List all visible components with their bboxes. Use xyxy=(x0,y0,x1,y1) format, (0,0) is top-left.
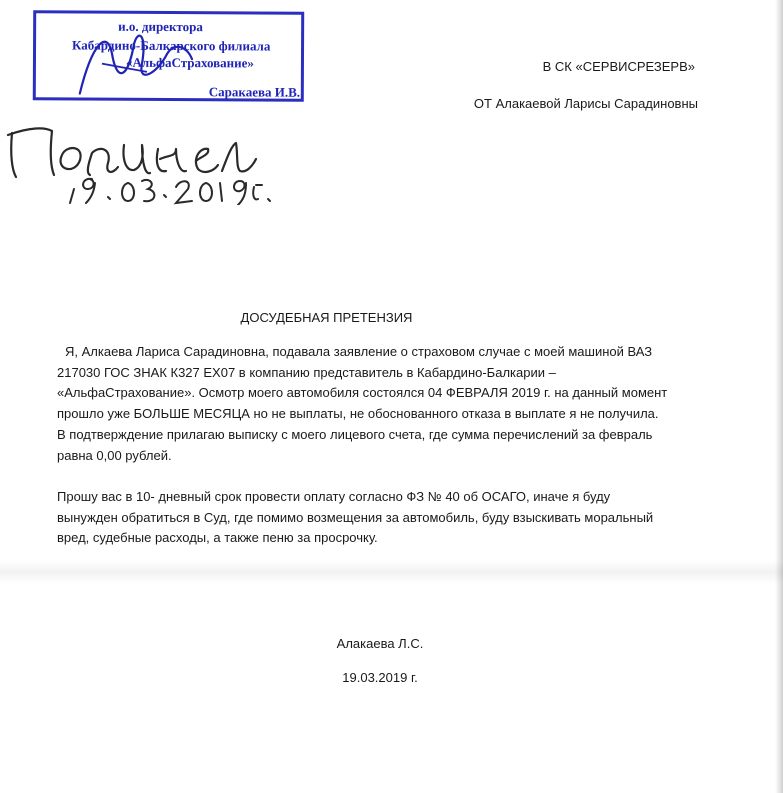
stamp-line-position: и.о. директора xyxy=(118,18,203,35)
signature-name: Алакаева Л.С. xyxy=(336,636,424,651)
paragraph-line: равна 0,00 рублей. xyxy=(57,447,172,463)
paragraph-line: Прошу вас в 10- дневный срок провести оплату согласно ФЗ № 40 об ОСАГО, иначе я буду xyxy=(57,489,611,504)
handwritten-received-note xyxy=(0,115,280,205)
sender: ОТ Алакаевой Ларисы Сарадиновны xyxy=(473,96,698,111)
stamp-line-branch: Кабардино-Балкарского филиала xyxy=(72,37,271,54)
paragraph-line: прошло уже БОЛЬШЕ МЕСЯЦА но не выплаты, не обоснованного отказа в выплате я не получила. xyxy=(57,406,659,422)
paper-fold-crease xyxy=(0,560,783,584)
stamp-line-person: Саракаева И.В. xyxy=(208,84,301,100)
stamp xyxy=(33,10,304,101)
paragraph-line: Я, Алкаева Лариса Сарадиновна, подавала заявление о страховом случае с моей машиной ВАЗ xyxy=(65,344,653,359)
paragraph-line: «АльфаСтрахование». Осмотр моего автомобиля состоялся 04 ФЕВРАЛЯ 2019 г. на данный момент xyxy=(57,385,668,401)
paragraph-line: вынужден обратиться в Суд, где помимо возмещения за автомобиль, буду взыскивать моральный xyxy=(57,509,654,525)
signature-date: 19.03.2019 г. xyxy=(342,670,418,685)
paragraph-line: В подтверждение прилагаю выписку с моего лицевого счета, где сумма перечислений за февраль xyxy=(57,426,653,442)
stamp-line-company: «АльфаСтрахование» xyxy=(125,54,255,71)
document-title: ДОСУДЕБНАЯ ПРЕТЕНЗИЯ xyxy=(240,310,413,325)
addressee: В СК «СЕРВИСРЕЗЕРВ» xyxy=(542,59,695,74)
paragraph-line: 217030 ГОС ЗНАК К327 ЕХ07 в компанию представитель в Кабардино-Балкарии – xyxy=(57,364,556,380)
scan-edge-shadow xyxy=(775,0,783,793)
body-paragraph-1 xyxy=(57,342,717,466)
body-paragraph-2 xyxy=(57,487,717,549)
paragraph-line: вред, судебные расходы, а также пеню за просрочку. xyxy=(57,530,378,546)
